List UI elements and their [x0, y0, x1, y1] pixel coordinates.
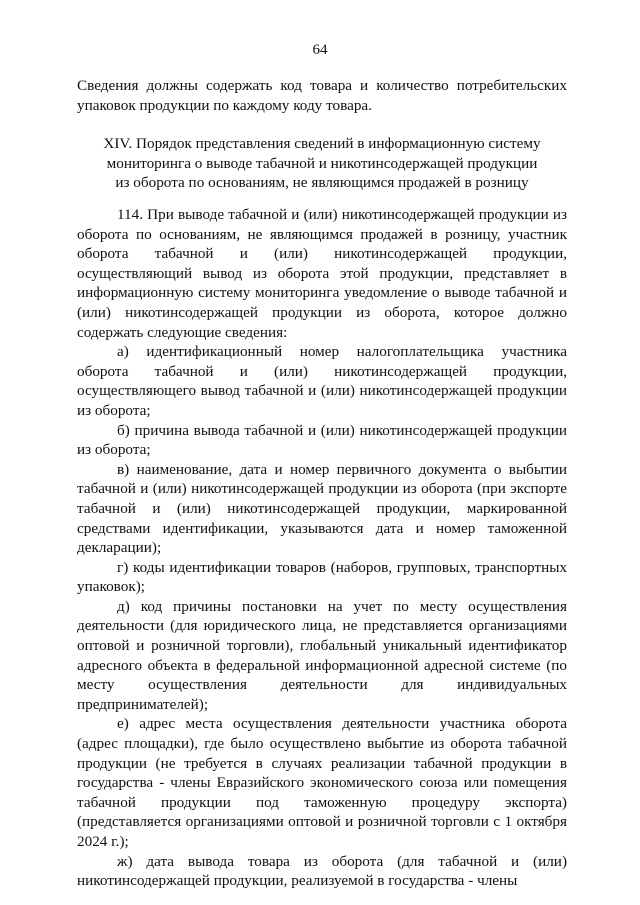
page-number: 64 — [312, 42, 328, 58]
section-title — [77, 134, 567, 193]
paragraph-item-e: е) адрес места осуществления деятельности участника оборота (адрес площадки), где было осуществлено выбытие из оборота табачной продукции (не требуется в случаях реализации табачной продукции в государства - члены Евразийского экономического союза или помещения табачной продукции под таможенную процедуру экспорта) (представляется организациями оптовой и розничной торговли с 1 октября 2024 г.); — [77, 715, 567, 850]
paragraph-item-g: г) коды идентификации товаров (наборов, групповых, транспортных упаковок); — [77, 558, 567, 596]
paragraph-114: 114. При выводе табачной и (или) никотинсодержащей продукции из оборота по основаниям, не являющимся продажей в розницу, участник оборота табачной и (или) никотинсодержащей продукции, осуществляющий вывод из оборота этой продукции, представляет в информационную систему мониторинга уведомление о выводе табачной и (или) никотинсодержащей продукции из оборота, которое должно содержать следующие сведения: — [77, 206, 567, 341]
section-title-line-1: XIV. Порядок представления сведений в информационную систему — [103, 135, 541, 152]
intro-paragraph: Сведения должны содержать код товара и количество потребительских упаковок продукции по каждому коду товара. — [77, 77, 567, 114]
body-text — [77, 205, 567, 891]
paragraph-item-d: д) код причины постановки на учет по месту осуществления деятельности (для юридического лица, не представляется организациями оптовой и розничной торговли), глобальный уникальный идентификатор адресного объекта в федеральной информационной адресной системе (по месту осуществления деятельности для индивидуальных предпринимателей); — [77, 597, 567, 713]
section-title-line-2: мониторинга о выводе табачной и никотинсодержащей продукции — [106, 154, 538, 172]
paragraph-item-zh: ж) дата вывода товара из оборота (для табачной и (или) никотинсодержащей продукции, реализуемой в государства - члены — [77, 852, 567, 890]
paragraph-item-b: б) причина вывода табачной и (или) никотинсодержащей продукции из оборота; — [77, 421, 567, 459]
paragraph-item-a: а) идентификационный номер налогоплательщика участника оборота табачной и (или) никотинсодержащей продукции, осуществляющего вывод табачной и (или) никотинсодержащей продукции из оборота; — [77, 343, 567, 419]
section-title-line-3: из оборота по основаниям, не являющимся продажей в розницу — [115, 174, 529, 192]
paragraph-item-v: в) наименование, дата и номер первичного документа о выбытии табачной и (или) никотинсодержащей продукции из оборота (при экспорте табачной и (или) никотинсодержащей продукции, маркированной средствами идентификации, указываются дата и номер таможенной декларации); — [77, 460, 567, 557]
